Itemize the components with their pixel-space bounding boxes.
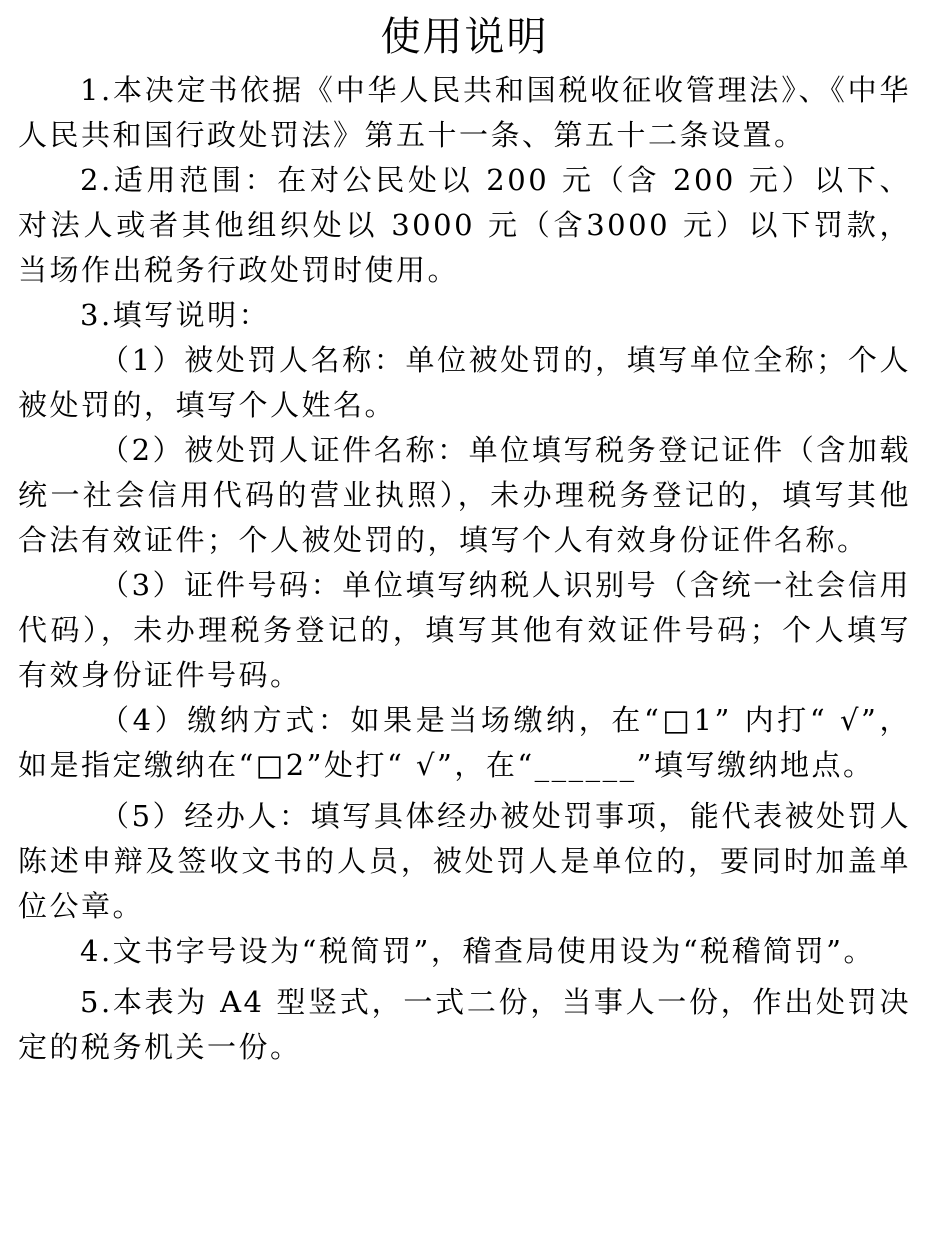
instruction-item-3-5: （5）经办人：填写具体经办被处罚事项，能代表被处罚人陈述申辩及签收文书的人员，被处罚人是单位的，要同时加盖单位公章。 xyxy=(18,799,911,923)
instruction-item-4: 4.文书字号设为“税简罚”，稽查局使用设为“税稽简罚”。 xyxy=(80,934,875,968)
instruction-item-3-4: （4）缴纳方式：如果是当场缴纳，在“□1” 内打“ √”，如是指定缴纳在“□2”处打“ √”，在“______”填写缴纳地点。 xyxy=(18,703,911,782)
instruction-item-3-2: （2）被处罚人证件名称：单位填写税务登记证件（含加载统一社会信用代码的营业执照），未办理税务登记的，填写其他合法有效证件；个人被处罚的，填写个人有效身份证件名称。 xyxy=(18,433,911,557)
instruction-item-1: 1.本决定书依据《中华人民共和国税收征收管理法》、《中华人民共和国行政处罚法》第五十一条、第五十二条设置。 xyxy=(18,73,911,152)
instructions-document xyxy=(18,0,911,1070)
instruction-item-3-heading: 3.填写说明： xyxy=(80,298,271,332)
instruction-item-3-1: （1）被处罚人名称：单位被处罚的，填写单位全称；个人被处罚的，填写个人姓名。 xyxy=(18,343,911,422)
instruction-item-3-3: （3）证件号码：单位填写纳税人识别号（含统一社会信用代码），未办理税务登记的，填写其他有效证件号码；个人填写有效身份证件号码。 xyxy=(18,568,911,692)
instruction-item-5: 5.本表为 A4 型竖式，一式二份，当事人一份，作出处罚决定的税务机关一份。 xyxy=(18,985,911,1064)
instruction-item-2: 2.适用范围：在对公民处以 200 元（含 200 元）以下、对法人或者其他组织处以 3000 元（含3000 元）以下罚款，当场作出税务行政处罚时使用。 xyxy=(18,163,911,287)
document-title: 使用说明 xyxy=(380,14,549,60)
